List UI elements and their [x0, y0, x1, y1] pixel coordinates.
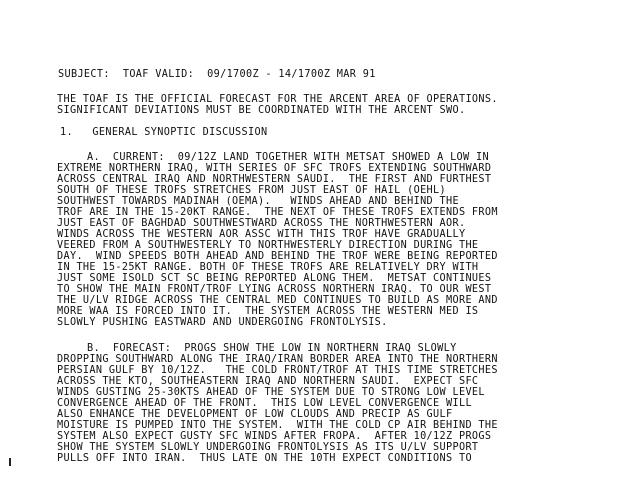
- paragraph-a-line: DAY. WIND SPEEDS BOTH AHEAD AND BEHIND THE TROF WERE BEING REPORTED: [57, 251, 498, 262]
- paragraph-b-line: PERSIAN GULF BY 10/12Z. THE COLD FRONT/TROF AT THIS TIME STRETCHES: [57, 365, 498, 376]
- paragraph-b-line: SHOW THE SYSTEM SLOWLY UNDERGOING FRONTOLYSIS AS ITS U/LV SUPPORT: [57, 442, 479, 453]
- paragraph-a-line: VEERED FROM A SOUTHWESTERLY TO NORTHWESTERLY DIRECTION DURING THE: [57, 240, 479, 251]
- paragraph-a-line: JUST EAST OF BAGHDAD SOUTHWESTWARD ACROSS THE NORTHWESTERN AOR.: [57, 218, 466, 229]
- paragraph-b-line: MOISTURE IS PUMPED INTO THE SYSTEM. WITH THE COLD CP AIR BEHIND THE: [57, 420, 498, 431]
- paragraph-b-line: SYSTEM ALSO EXPECT GUSTY SFC WINDS AFTER FROPA. AFTER 10/12Z PROGS: [57, 431, 492, 442]
- paragraph-a-line: WINDS ACROSS THE WESTERN AOR ASSC WITH THIS TROF HAVE GRADUALLY: [57, 229, 466, 240]
- paragraph-a-line: MORE WAA IS FORCED INTO IT. THE SYSTEM ACROSS THE WESTERN MED IS: [57, 306, 479, 317]
- intro-line-2: SIGNIFICANT DEVIATIONS MUST BE COORDINATED WITH THE ARCENT SWO.: [57, 105, 466, 116]
- paragraph-b-line: CONVERGENCE AHEAD OF THE FRONT. THIS LOW LEVEL CONVERGENCE WILL: [57, 398, 472, 409]
- subject-line: SUBJECT: TOAF VALID: 09/1700Z - 14/1700Z MAR 91: [58, 69, 376, 80]
- paragraph-a-line: EXTREME NORTHERN IRAQ, WITH SERIES OF SFC TROFS EXTENDING SOUTHWARD: [57, 163, 492, 174]
- paragraph-a-line: IN THE 15-25KT RANGE. BOTH OF THESE TROFS ARE RELATIVELY DRY WITH: [57, 262, 479, 273]
- paragraph-b-line: WINDS GUSTING 25-30KTS AHEAD OF THE SYSTEM DUE TO STRONG LOW LEVEL: [57, 387, 485, 398]
- paragraph-a-line: SOUTH OF THESE TROFS STRETCHES FROM JUST EAST OF HAIL (OEHL): [57, 185, 447, 196]
- paragraph-b-line: DROPPING SOUTHWARD ALONG THE IRAQ/IRAN BORDER AREA INTO THE NORTHERN: [57, 354, 498, 365]
- paragraph-b-line: ACROSS THE KTO, SOUTHEASTERN IRAQ AND NORTHERN SAUDI. EXPECT SFC: [57, 376, 479, 387]
- paragraph-b-line: B. FORECAST: PROGS SHOW THE LOW IN NORTHERN IRAQ SLOWLY: [87, 343, 457, 354]
- paragraph-a-line: SOUTHWEST TOWARDS MADINAH (OEMA). WINDS AHEAD AND BEHIND THE: [57, 196, 459, 207]
- paragraph-a-line: A. CURRENT: 09/12Z LAND TOGETHER WITH METSAT SHOWED A LOW IN: [87, 152, 489, 163]
- paragraph-a-line: TO SHOW THE MAIN FRONT/TROF LYING ACROSS NORTHERN IRAQ. TO OUR WEST: [57, 284, 492, 295]
- paragraph-a-line: THE U/LV RIDGE ACROSS THE CENTRAL MED CONTINUES TO BUILD AS MORE AND: [57, 295, 498, 306]
- intro-line-1: THE TOAF IS THE OFFICIAL FORECAST FOR THE ARCENT AREA OF OPERATIONS.: [57, 94, 498, 105]
- section-heading: 1. GENERAL SYNOPTIC DISCUSSION: [60, 127, 268, 138]
- paragraph-a-line: TROF ARE IN THE 15-20KT RANGE. THE NEXT OF THESE TROFS EXTENDS FROM: [57, 207, 498, 218]
- paragraph-a-line: ACROSS CENTRAL IRAQ AND NORTHWESTERN SAUDI. THE FIRST AND FURTHEST: [57, 174, 492, 185]
- paragraph-b-line: ALSO ENHANCE THE DEVELOPMENT OF LOW CLOUDS AND PRECIP AS GULF: [57, 409, 453, 420]
- paragraph-a-line: SLOWLY PUSHING EASTWARD AND UNDERGOING FRONTOLYSIS.: [57, 317, 388, 328]
- scan-margin-mark: [9, 458, 11, 466]
- paragraph-a-line: JUST SOME ISOLD SCT SC BEING REPORTED ALONG THEM. METSAT CONTINUES: [57, 273, 492, 284]
- paragraph-b-line: PULLS OFF INTO IRAN. THUS LATE ON THE 10TH EXPECT CONDITIONS TO: [57, 453, 472, 464]
